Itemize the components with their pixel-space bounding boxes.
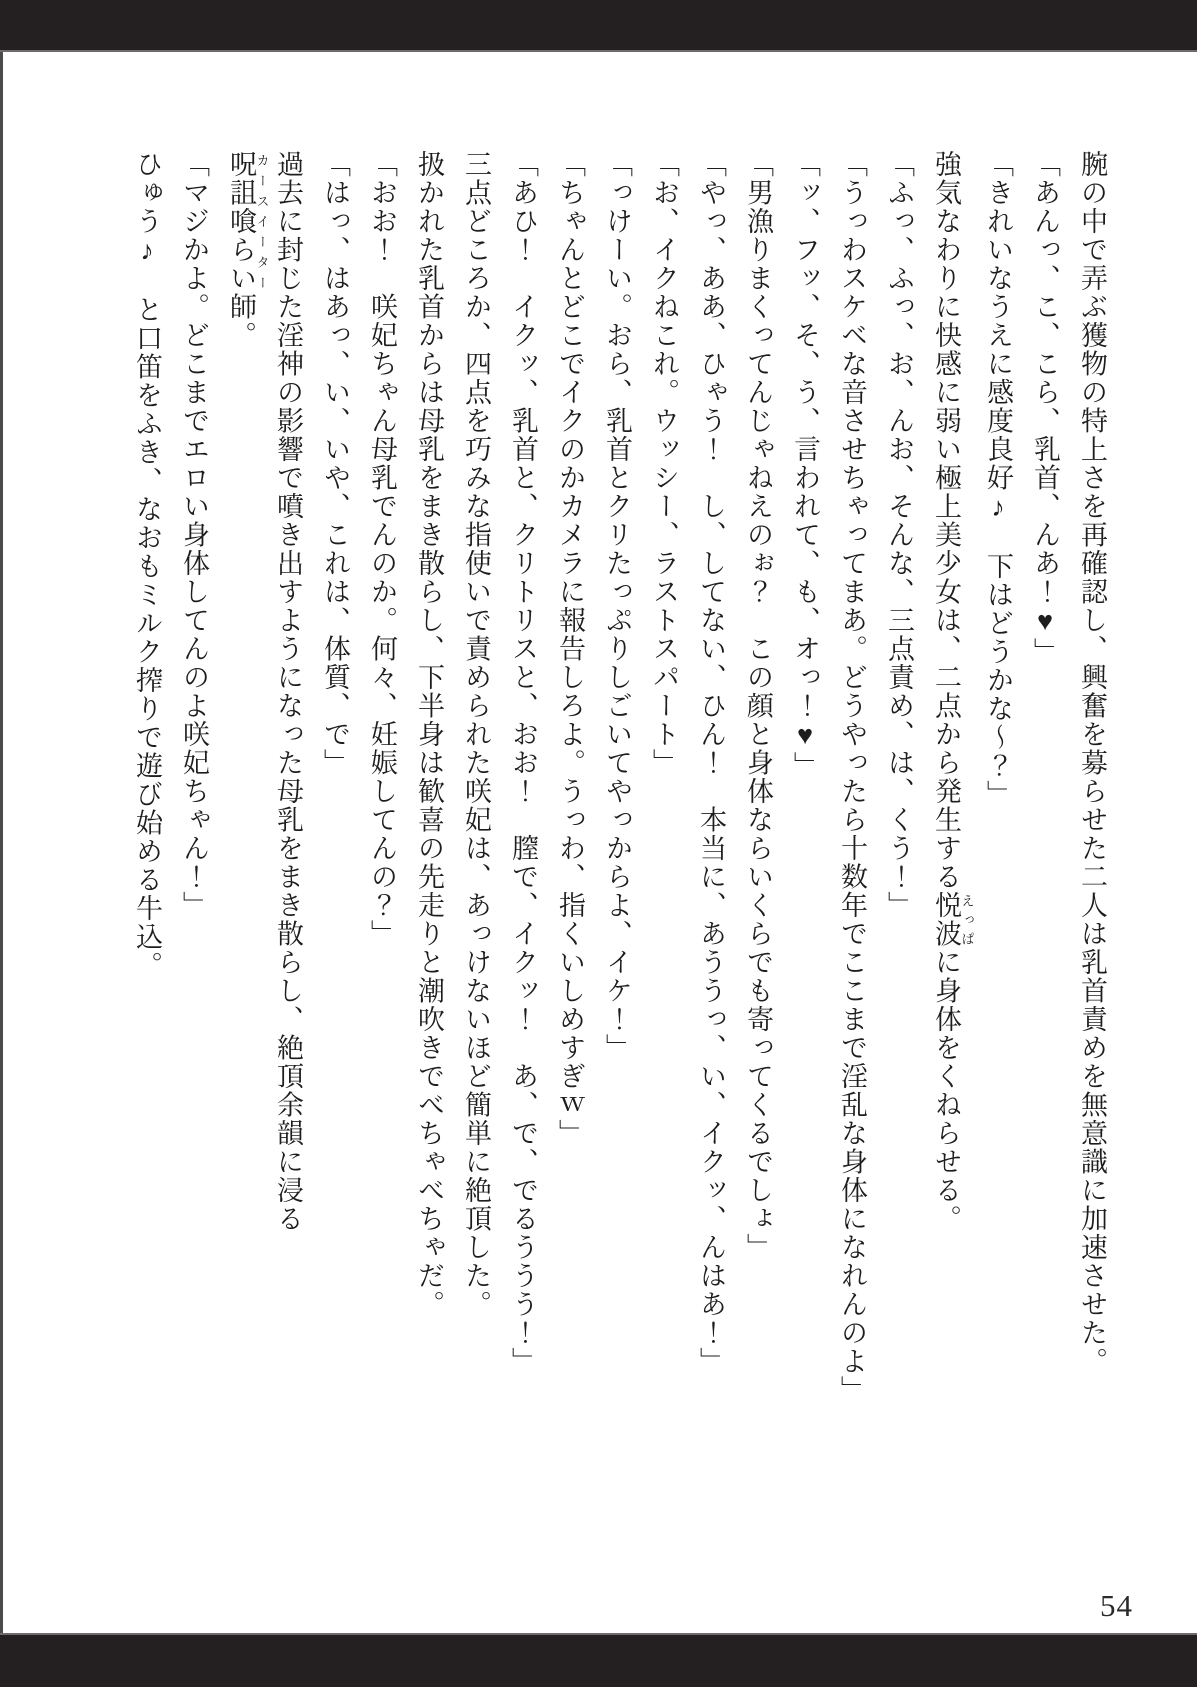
page-left-edge-line — [0, 52, 3, 1633]
top-black-bar — [0, 0, 1197, 52]
paragraph: 「あひ！ イクッ、乳首と、クリトリスと、おお！ 膣で、イクッ！ あ、で、でるううう！」 — [508, 150, 538, 1376]
paragraph: 「っけーい。おら、乳首とクリたっぷりしごいてやっからよ、イケ！」 — [602, 150, 632, 1062]
bottom-black-bar — [0, 1633, 1197, 1687]
paragraph: 「はっ、はあっ、い、いや、これは、体質、で」 — [320, 150, 350, 777]
paragraph: 三点どころか、四点を巧みな指使いで責められた咲妃は、あっけないほど簡単に絶頂した。 — [461, 150, 491, 1319]
paragraph: 「やっ、ああ、ひゃう！ し、してない、ひん！ 本当に、あううっ、い、イクッ、んはあ！」 — [696, 150, 726, 1376]
ruby-annotated-word: 呪詛喰らいカースイーター — [226, 150, 270, 293]
paragraph: 「マジかよ。どこまでエロい身体してんのよ咲妃ちゃん！」 — [179, 150, 209, 920]
paragraph: 「ちゃんとどこでイクのかカメラに報告しろよ。うっわ、指くいしめすぎｗ」 — [555, 150, 585, 1148]
page-number: 54 — [1100, 1588, 1133, 1623]
paragraph: 「おお！ 咲妃ちゃん母乳でんのか。何々、妊娠してんの？」 — [367, 150, 397, 948]
paragraph: 「お、イクねこれ。ウッシー、ラストスパート」 — [649, 150, 679, 777]
vertical-text-block — [123, 150, 1115, 1415]
paragraph: 「男漁りまくってんじゃねえのぉ？ この顔と身体ならいくらでも寄ってくるでしょ」 — [743, 150, 773, 1262]
paragraph: 腕の中で弄ぶ獲物の特上さを再確認し、興奮を募らせた二人は乳首責めを無意識に加速させた。 — [1077, 150, 1107, 1376]
paragraph: 扱かれた乳首からは母乳をまき散らし、下半身は歓喜の先走りと潮吹きでべちゃべちゃだ。 — [414, 150, 444, 1319]
paragraph: ひゅう♪ と口笛をふき、なおもミルク搾りで遊び始める牛込。 — [132, 150, 162, 980]
paragraph: 強気なわりに快感に弱い極上美少女は、二点から発生する悦波えっぱに身体をくねらせる。 — [931, 150, 975, 1233]
paragraph: 「きれいなうえに感度良好♪ 下はどうかな～？」 — [983, 150, 1013, 809]
paragraph: 「うっわスケベな音させちゃってまあ。どうやったら十数年でここまで淫乱な身体になれんのよ」 — [837, 150, 867, 1404]
paragraph: 過去に封じた淫神の影響で噴き出すようになった母乳をまき散らし、絶頂余韻に浸る 呪詛喰らいカースイーター師。 — [226, 150, 303, 1233]
paragraph: 「ふっ、ふっ、お、んお、そんな、三点責め、は、くう！」 — [884, 150, 914, 920]
ruby-annotated-word: 悦波えっぱ — [931, 891, 975, 948]
paragraph: 「あんっ、こ、こら、乳首、んあ！♥」 — [1030, 150, 1060, 666]
paragraph: 「ッ、フッ、そ、う、言われて、も、オっ！♥」 — [790, 150, 820, 780]
